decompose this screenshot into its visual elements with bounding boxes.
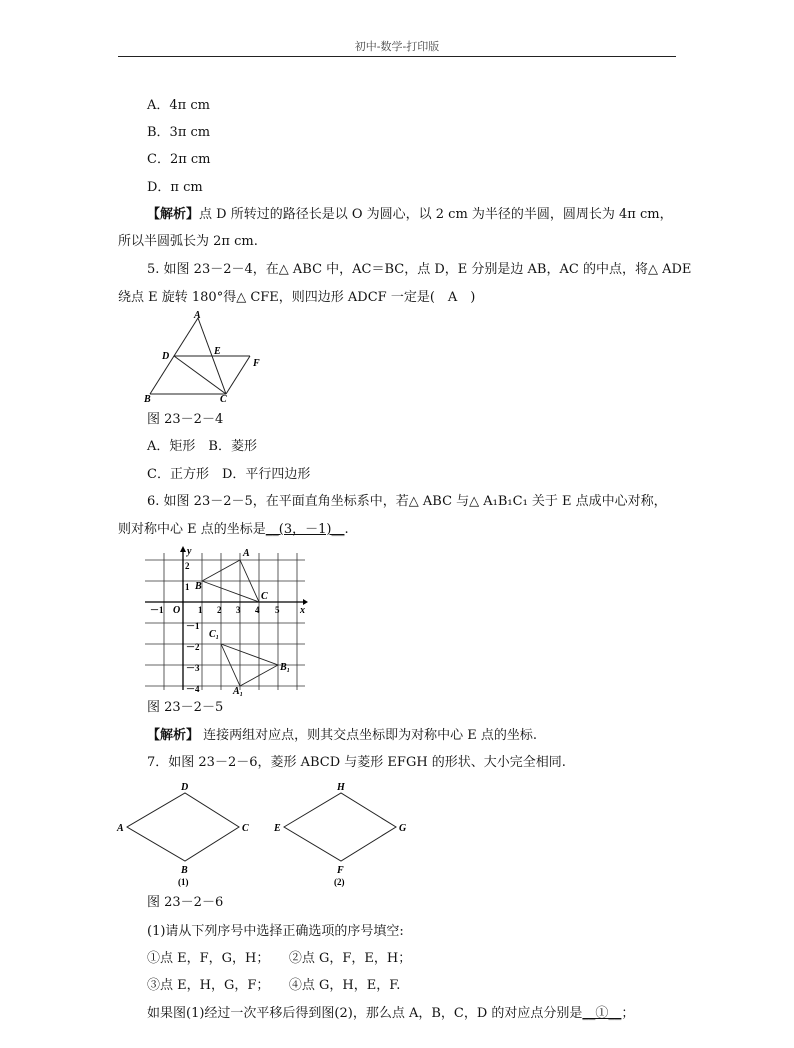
q6-coordinate-grid <box>145 546 310 697</box>
q4-option-c: C．2π cm <box>147 152 211 167</box>
q7-last-suffix: ； <box>621 1006 635 1021</box>
q5-options-line1: A．矩形 B．菱形 <box>147 439 257 454</box>
q6-label-b: B <box>195 581 202 592</box>
q7-last-prefix: 如果图(1)经过一次平移后得到图(2)，那么点 A，B，C，D 的对应点分别是 <box>147 1006 583 1021</box>
q6-analysis-text: 连接两组对应点，则其交点坐标即为对称中心 E 点的坐标. <box>199 728 538 743</box>
q7-sub-2: (2) <box>334 877 345 887</box>
q5-label-d: D <box>162 351 170 362</box>
q6-tick-x-5: 5 <box>275 605 280 615</box>
q5-label-f: F <box>253 358 260 369</box>
q6-stem-line2 <box>118 522 349 538</box>
q7-figure-caption: 图 23－2－6 <box>147 895 224 910</box>
q6-tick-y-neg2: －2 <box>186 642 200 652</box>
page-header-title: 初中-数学-打印版 <box>354 40 440 53</box>
q7-last-line <box>147 1006 634 1022</box>
q5-label-b: B <box>144 394 151 405</box>
q4-analysis <box>147 207 673 223</box>
q6-analysis <box>147 728 537 744</box>
q7-label-h: H <box>337 782 345 793</box>
q4-analysis-line1: 点 D 所转过的路径长是以 O 为圆心，以 2 cm 为半径的半圆，圆周长为 4π cm， <box>199 207 673 222</box>
q5-figure <box>140 312 270 404</box>
q5-label-c: C <box>220 394 227 405</box>
q6-tick-y-neg3: －3 <box>186 663 200 673</box>
q7-figure <box>115 778 415 890</box>
q7-stem: 7．如图 23－2－6，菱形 ABCD 与菱形 EFGH 的形状、大小完全相同. <box>147 755 566 770</box>
q7-label-f: F <box>337 865 344 876</box>
q7-last-answer: __①__ <box>582 1006 622 1021</box>
q7-label-a: A <box>117 823 124 834</box>
q6-axis-y: y <box>187 546 192 557</box>
q6-tick-y-1: 1 <box>185 582 190 592</box>
q6-tick-x-2: 2 <box>217 605 222 615</box>
q7-label-e: E <box>274 823 281 834</box>
q4-option-d: D．π cm <box>147 180 203 195</box>
q6-label-a: A <box>243 548 250 559</box>
q6-stem-line2-suffix: . <box>344 522 349 537</box>
q6-tick-y-2: 2 <box>185 561 190 571</box>
q6-tick-y-neg4: －4 <box>186 684 200 694</box>
q5-stem-line1: 5. 如图 23－2－4，在△ ABC 中，AC＝BC，点 D，E 分别是边 AB，AC 的中点，将△ ADE <box>147 262 692 277</box>
q6-origin: O <box>173 605 181 616</box>
q7-choices-line1: ①点 E，F，G，H； ②点 G，F，E，H； <box>147 951 412 966</box>
q6-tick-x-1: 1 <box>198 605 203 615</box>
q5-label-e: E <box>214 346 221 357</box>
q6-label-b1: B₁ <box>280 662 291 673</box>
q5-label-a: A <box>194 310 201 321</box>
q7-label-g: G <box>399 823 407 834</box>
q6-tick-x-4: 4 <box>255 605 260 615</box>
q4-option-b: B．3π cm <box>147 125 211 140</box>
q6-answer: __(3，－1)__ <box>265 522 345 537</box>
header-divider <box>118 56 676 57</box>
q6-label-c: C <box>261 591 268 602</box>
q6-tick-x-3: 3 <box>236 605 241 615</box>
q6-stem-line2-prefix: 则对称中心 E 点的坐标是 <box>118 522 266 537</box>
q6-label-a1: A₁ <box>233 686 244 697</box>
q4-option-a: A．4π cm <box>147 98 210 113</box>
q7-label-b: B <box>181 865 188 876</box>
q6-tick-x-neg1: －1 <box>150 605 164 615</box>
q5-options-line2: C．正方形 D．平行四边形 <box>147 467 311 482</box>
q6-analysis-tag: 【解析】 <box>147 728 200 743</box>
q7-sub-1: (1) <box>178 877 189 887</box>
q6-label-c1: C₁ <box>209 629 220 640</box>
q7-label-c: C <box>242 823 249 834</box>
q6-axis-x: x <box>300 605 305 616</box>
q4-analysis-line2: 所以半圆弧长为 2π cm. <box>118 234 258 249</box>
q5-figure-caption: 图 23－2－4 <box>147 412 224 427</box>
q6-stem-line1: 6. 如图 23－2－5，在平面直角坐标系中，若△ ABC 与△ A₁B₁C₁ 关于 E 点成中心对称， <box>147 494 667 509</box>
q7-label-d: D <box>181 782 189 793</box>
q7-choices-line2: ③点 E，H，G，F； ④点 G，H，E，F. <box>147 978 401 993</box>
q6-figure-caption: 图 23－2－5 <box>147 700 224 715</box>
q5-stem-line2: 绕点 E 旋转 180°得△ CFE，则四边形 ADCF 一定是( A ) <box>118 290 476 305</box>
q7-instruction: (1)请从下列序号中选择正确选项的序号填空: <box>147 924 404 939</box>
q6-tick-y-neg1: －1 <box>186 621 200 631</box>
q4-analysis-tag: 【解析】 <box>147 207 200 222</box>
